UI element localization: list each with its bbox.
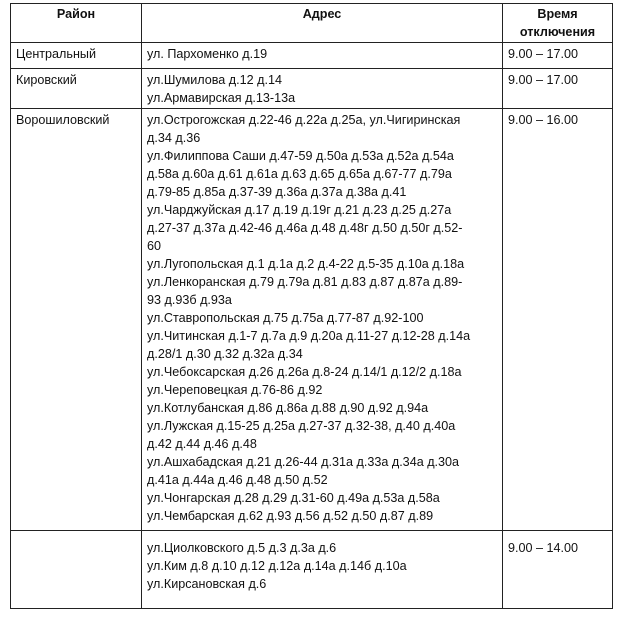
address-line: ул.Ставропольская д.75 д.75а д.77-87 д.92-100 (147, 311, 424, 325)
table-body (11, 43, 613, 609)
address-line: ул.Котлубанская д.86 д.86а д.88 д.90 д.92 д.94а (147, 401, 429, 415)
district-cell (11, 531, 142, 609)
address-line: ул.Кирсановская д.6 (147, 577, 267, 591)
address-line: ул.Ашхабадская д.21 д.26-44 д.31а д.33а д.34а д.30а (147, 455, 460, 469)
address-line: д.27-37 д.37а д.42-46 д.46а д.48 д.48г д.50 д.50г д.52- (147, 221, 463, 235)
address-line: ул.Лужская д.15-25 д.25а д.27-37 д.32-38, д.40 д.40а (147, 419, 456, 433)
table-row (11, 109, 613, 531)
time-cell: 9.00 – 16.00 (503, 109, 613, 531)
time-cell: 9.00 – 14.00 (503, 531, 613, 609)
table-row (11, 69, 613, 109)
header-time (503, 4, 613, 43)
address-line: ул.Чонгарская д.28 д.29 д.31-60 д.49а д.53а д.58а (147, 491, 440, 505)
table-row (11, 531, 613, 609)
header-time-line2: отключения (519, 25, 596, 39)
address-line: 60 (147, 239, 162, 253)
header-district: Район (11, 4, 142, 43)
header-row (11, 4, 613, 43)
district-cell: Центральный (11, 43, 142, 69)
address-line: ул.Филиппова Саши д.47-59 д.50а д.53а д.52а д.54а (147, 149, 454, 163)
address-line: ул.Чарджуйская д.17 д.19 д.19г д.21 д.23 д.25 д.27а (147, 203, 452, 217)
time-cell: 9.00 – 17.00 (503, 43, 613, 69)
address-line: 93 д.93б д.93а (147, 293, 232, 307)
address-line: ул.Читинская д.1-7 д.7а д.9 д.20а д.11-27 д.12-28 д.14а (147, 329, 471, 343)
address-line: ул. Пархоменко д.19 (147, 47, 268, 61)
address-line: ул.Ленкоранская д.79 д.79а д.81 д.83 д.87 д.87а д.89- (147, 275, 463, 289)
address-line: д.28/1 д.30 д.32 д.32а д.34 (147, 347, 303, 361)
address-line: ул.Чембарская д.62 д.93 д.56 д.52 д.50 д.87 д.89 (147, 509, 434, 523)
address-line: ул.Армавирская д.13-13а (147, 91, 296, 105)
header-time-line1: Время (537, 7, 578, 21)
address-cell (142, 43, 503, 69)
district-cell: Ворошиловский (11, 109, 142, 531)
address-line: д.42 д.44 д.46 д.48 (147, 437, 257, 451)
address-line: ул.Череповецкая д.76-86 д.92 (147, 383, 323, 397)
address-line: ул.Шумилова д.12 д.14 (147, 73, 283, 87)
header-address: Адрес (142, 4, 503, 43)
address-line: д.34 д.36 (147, 131, 201, 145)
address-line: д.79-85 д.85а д.37-39 д.36а д.37а д.38а д.41 (147, 185, 407, 199)
address-line: ул.Чебоксарская д.26 д.26а д.8-24 д.14/1 д.12/2 д.18а (147, 365, 462, 379)
address-line: ул.Циолковского д.5 д.3 д.3а д.6 (147, 541, 337, 555)
address-cell (142, 69, 503, 109)
time-cell: 9.00 – 17.00 (503, 69, 613, 109)
address-line: ул.Ким д.8 д.10 д.12 д.12а д.14а д.14б д.10а (147, 559, 407, 573)
address-cell (142, 109, 503, 531)
outage-table (10, 3, 613, 609)
address-line: д.58а д.60а д.61 д.61а д.63 д.65 д.65а д.67-77 д.79а (147, 167, 452, 181)
district-cell: Кировский (11, 69, 142, 109)
table-row (11, 43, 613, 69)
address-line: ул.Острогожская д.22-46 д.22а д.25а, ул.Чигиринская (147, 113, 461, 127)
address-line: ул.Лугопольская д.1 д.1а д.2 д.4-22 д.5-35 д.10а д.18а (147, 257, 465, 271)
address-line: д.41а д.44а д.46 д.48 д.50 д.52 (147, 473, 328, 487)
address-cell (142, 531, 503, 609)
